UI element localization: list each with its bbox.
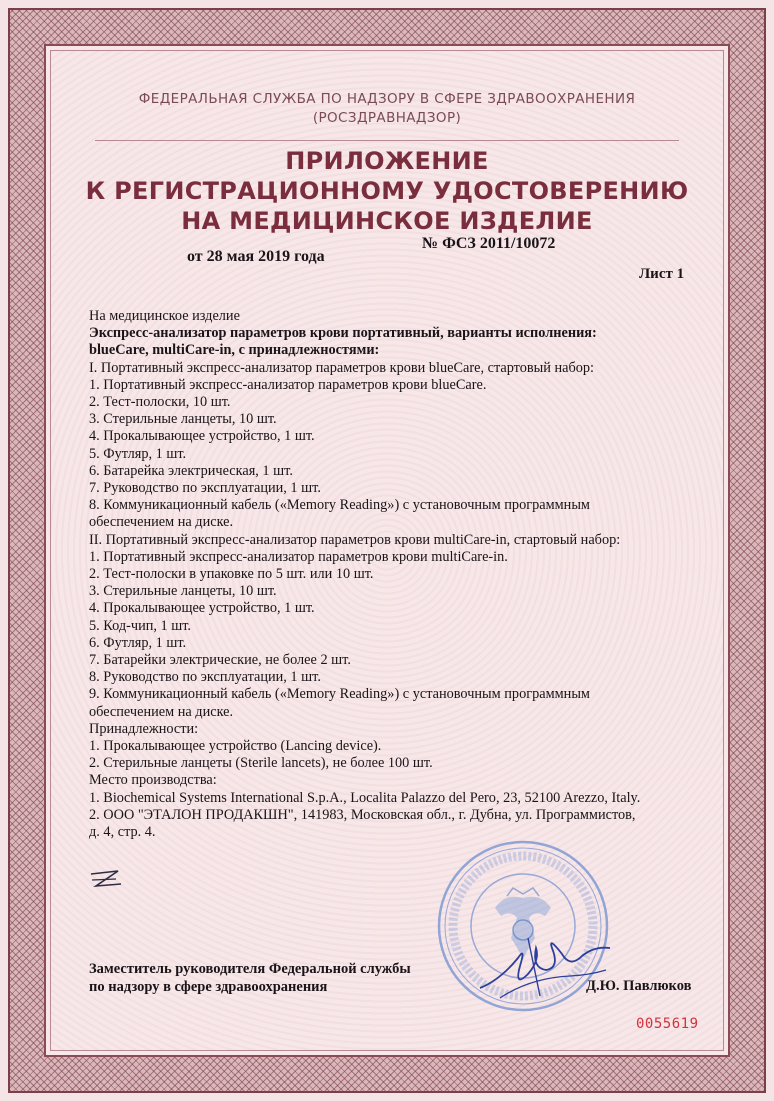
body-line: 2. Стерильные ланцеты (Sterile lancets), не более 100 шт.	[89, 755, 433, 772]
body-line: 1. Biochemical Systems International S.p.A., Localita Palazzo del Pero, 23, 52100 Arezzo, Italy.	[89, 789, 641, 806]
body-line: II. Портативный экспресс-анализатор параметров крови multiCare-in, стартовый набор:	[89, 531, 621, 548]
document-body	[89, 308, 709, 841]
body-line: 3. Стерильные ланцеты, 10 шт.	[89, 583, 277, 600]
body-line: 7. Руководство по эксплуатации, 1 шт.	[89, 480, 321, 497]
body-line: обеспечением на диске.	[89, 514, 234, 531]
signatory-name: Д.Ю. Павлюков	[586, 978, 692, 994]
body-line: д. 4, стр. 4.	[89, 824, 156, 841]
body-line: Экспресс-анализатор параметров крови портативный, варианты исполнения:	[89, 325, 597, 342]
title-line-3: НА МЕДИЦИНСКОЕ ИЗДЕЛИЕ	[181, 207, 593, 235]
title-line-1: ПРИЛОЖЕНИЕ	[285, 147, 489, 175]
body-line: 2. ООО "ЭТАЛОН ПРОДАКШН", 141983, Московская обл., г. Дубна, ул. Программистов,	[89, 806, 636, 823]
body-line: 7. Батарейки электрические, не более 2 шт.	[89, 652, 351, 669]
body-line: 5. Код-чип, 1 шт.	[89, 617, 192, 634]
body-line: 3. Стерильные ланцеты, 10 шт.	[89, 411, 277, 428]
body-line: Место производства:	[89, 772, 217, 789]
body-line: 6. Футляр, 1 шт.	[89, 634, 187, 651]
header-divider	[95, 140, 679, 141]
body-line: 4. Прокалывающее устройство, 1 шт.	[89, 600, 315, 617]
body-line: 6. Батарейка электрическая, 1 шт.	[89, 462, 293, 479]
sheet-number: Лист 1	[639, 266, 685, 282]
agency-header	[60, 90, 714, 128]
body-line: На медицинское изделие	[89, 308, 240, 324]
body-line: 8. Руководство по эксплуатации, 1 шт.	[89, 669, 321, 686]
document-title	[60, 146, 714, 236]
agency-abbreviation: (РОСЗДРАВНАДЗОР)	[312, 110, 462, 126]
agency-name: ФЕДЕРАЛЬНАЯ СЛУЖБА ПО НАДЗОРУ В СФЕРЕ ЗДРАВООХРАНЕНИЯ	[138, 91, 636, 107]
registration-number: № ФСЗ 2011/10072	[422, 235, 556, 252]
title-line-2: К РЕГИСТРАЦИОННОМУ УДОСТОВЕРЕНИЮ	[85, 177, 689, 205]
body-line: I. Портативный экспресс-анализатор параметров крови blueCare, стартовый набор:	[89, 359, 595, 376]
position-line-1: Заместитель руководителя Федеральной службы	[89, 961, 411, 977]
body-line: 9. Коммуникационный кабель («Memory Reading») с установочным программным	[89, 686, 590, 703]
serial-number: 0055619	[636, 1016, 699, 1032]
document-date: от 28 мая 2019 года	[187, 248, 325, 265]
body-line: 4. Прокалывающее устройство, 1 шт.	[89, 428, 315, 445]
body-line: 8. Коммуникационный кабель («Memory Reading») с установочным программным	[89, 497, 590, 514]
signatory-position	[89, 960, 411, 996]
body-line: обеспечением на диске.	[89, 703, 234, 720]
body-line: blueCare, multiCare-in, с принадлежностями:	[89, 342, 380, 359]
handwritten-mark	[88, 868, 124, 892]
body-line: 2. Тест-полоски, 10 шт.	[89, 394, 231, 411]
body-line: 1. Портативный экспресс-анализатор параметров крови multiCare-in.	[89, 548, 508, 565]
body-line: 1. Прокалывающее устройство (Lancing device).	[89, 738, 382, 755]
position-line-2: по надзору в сфере здравоохранения	[89, 979, 328, 995]
body-line: 2. Тест-полоски в упаковке по 5 шт. или 10 шт.	[89, 566, 374, 583]
body-line: 5. Футляр, 1 шт.	[89, 445, 187, 462]
body-line: Принадлежности:	[89, 720, 199, 737]
body-line: 1. Портативный экспресс-анализатор параметров крови blueCare.	[89, 376, 487, 393]
